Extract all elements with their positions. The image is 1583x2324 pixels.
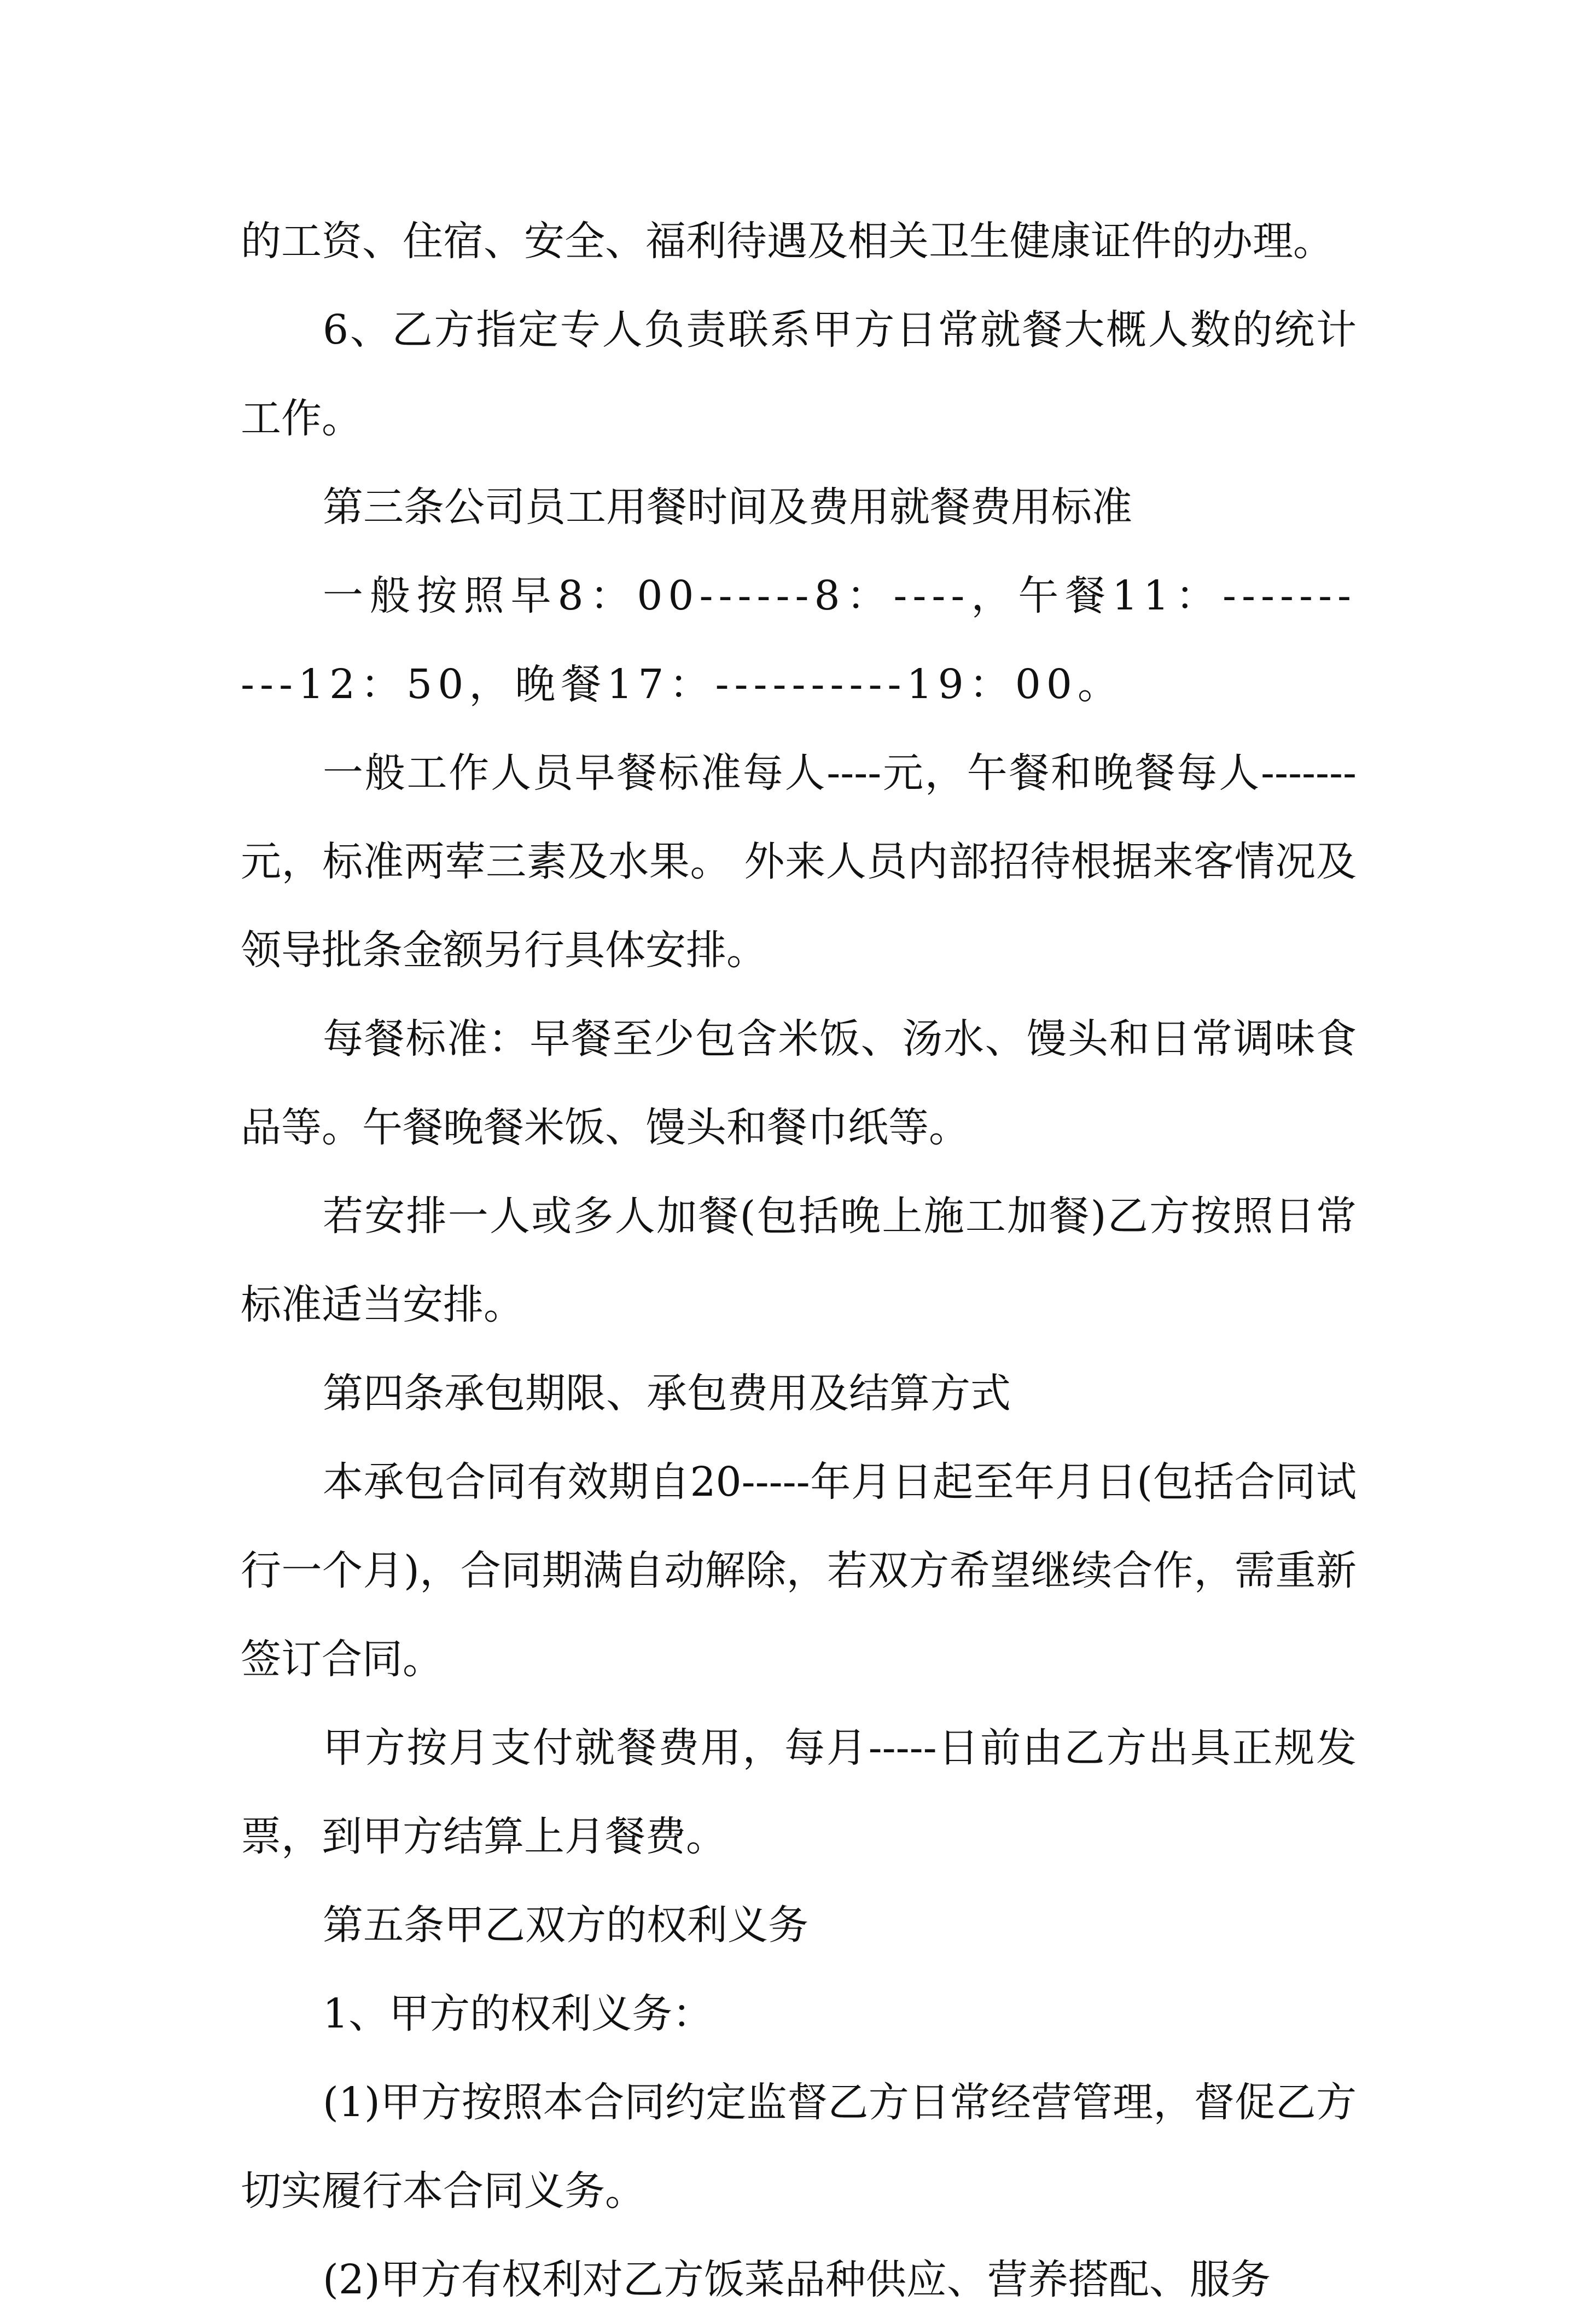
document-body — [241, 197, 1357, 2324]
payment-paragraph: 甲方按月支付就餐费用，每月-----日前由乙方出具正规发票，到甲方结算上月餐费。 — [241, 1724, 1357, 1860]
paragraph-2: 6、乙方指定专人负责联系甲方日常就餐大概人数的统计工作。 — [241, 306, 1357, 442]
paragraph-1: 的工资、住宿、安全、福利待遇及相关卫生健康证件的办理。 — [241, 218, 1334, 265]
party-a-right-1: (1)甲方按照本合同约定监督乙方日常经营管理，督促乙方切实履行本合同义务。 — [241, 2079, 1357, 2215]
extra-meal-paragraph: 若安排一人或多人加餐(包括晚上施工加餐)乙方按照日常标准适当安排。 — [241, 1193, 1357, 1328]
party-a-right-2: (2)甲方有权利对乙方饭菜品种供应、营养搭配、服务 — [323, 2256, 1271, 2303]
section-heading-3: 第三条公司员工用餐时间及费用就餐费用标准 — [323, 484, 1132, 531]
meal-standard-paragraph: 每餐标准：早餐至少包含米饭、汤水、馒头和日常调味食品等。午餐晚餐米饭、馒头和餐巾纸等。 — [241, 1015, 1357, 1151]
meal-time-paragraph: 一般按照早8：00------8：----，午餐11：----------12：50，晚餐17：----------19：00。 — [241, 572, 1357, 708]
section-heading-5: 第五条甲乙双方的权利义务 — [323, 1902, 808, 1949]
contract-term-paragraph: 本承包合同有效期自20-----年月日起至年月日(包括合同试行一个月)，合同期满自动解除，若双方希望继续合作，需重新签订合同。 — [241, 1459, 1357, 1683]
party-a-rights-heading: 1、甲方的权利义务： — [323, 1990, 713, 2037]
section-heading-4: 第四条承包期限、承包费用及结算方式 — [323, 1370, 1011, 1417]
meal-fee-paragraph: 一般工作人员早餐标准每人----元，午餐和晚餐每人-------元，标准两荤三素及水果。 外来人员内部招待根据来客情况及领导批条金额另行具体安排。 — [241, 750, 1357, 974]
